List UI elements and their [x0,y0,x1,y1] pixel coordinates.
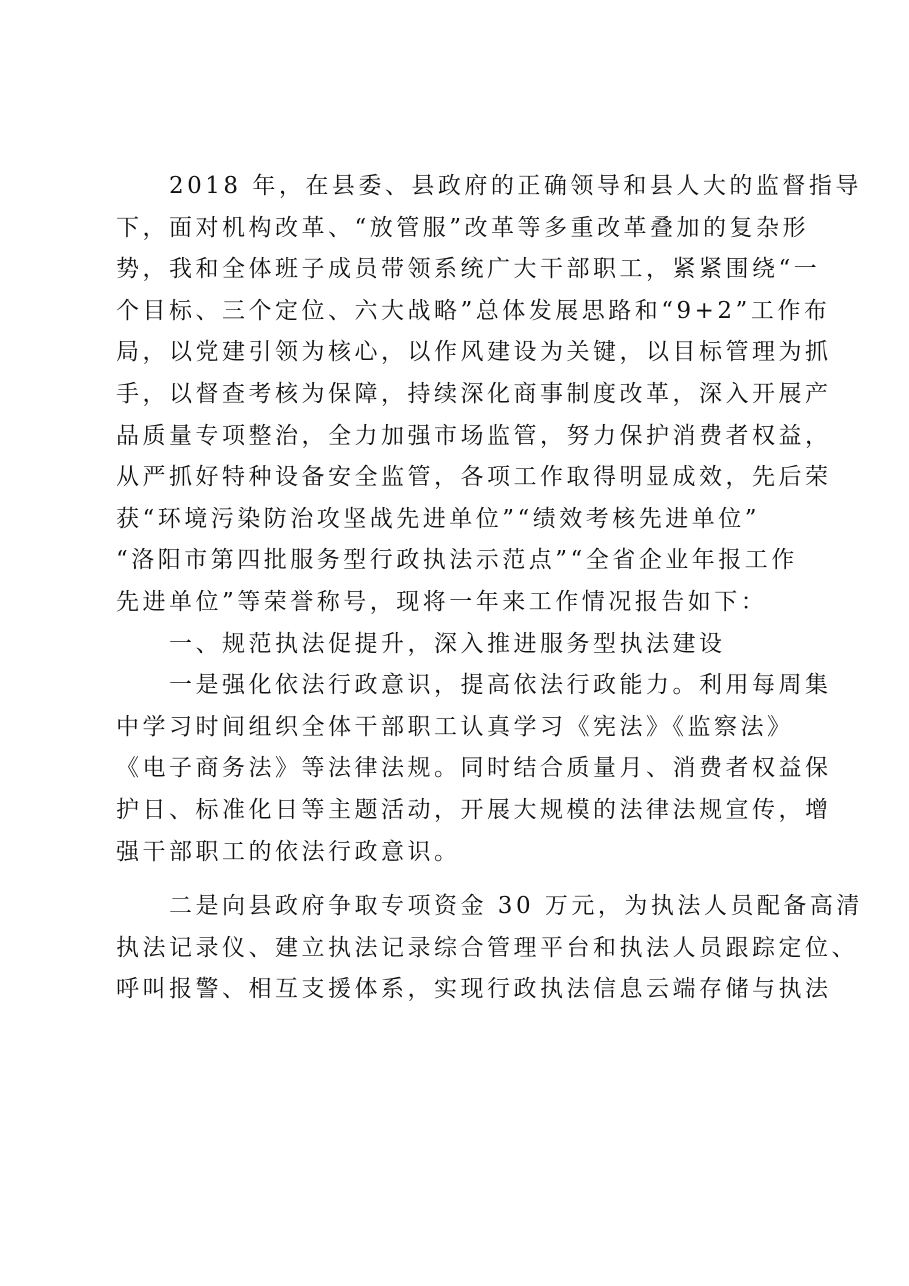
paragraph-intro [116,166,862,624]
text-line: 二是向县政府争取专项资金 30 万元，为执法人员配备高清 [116,893,863,920]
text-line: 局，以党建引领为核心，以作风建设为关键，以目标管理为抓 [116,339,832,366]
text-line: 执法记录仪、建立执法记录综合管理平台和执法人员跟踪定位、 [116,934,858,961]
text-line: 个目标、三个定位、六大战略”总体发展思路和“9+2”工作布 [116,297,831,324]
paragraph-1 [116,665,832,873]
text-line: 获“环境污染防治攻坚战先进单位”“绩效考核先进单位” [116,505,761,532]
text-line: 一是强化依法行政意识，提高依法行政能力。利用每周集 [116,672,832,699]
text-line: 《电子商务法》等法律法规。同时结合质量月、消费者权益保 [116,755,832,782]
text-line: 品质量专项整治，全力加强市场监管，努力保护消费者权益， [116,422,832,449]
text-line: 下，面对机构改革、“放管服”改革等多重改革叠加的复杂形 [116,214,810,241]
text-line: 先进单位”等荣誉称号，现将一年来工作情况报告如下： [116,588,768,615]
document-body [116,166,863,1011]
section-heading: 一、规范执法促提升，深入推进服务型执法建设 [116,630,726,657]
text-line: 势，我和全体班子成员带领系统广大干部职工，紧紧围绕“一 [116,256,821,283]
text-line: 从严抓好特种设备安全监管，各项工作取得明显成效，先后荣 [116,464,832,491]
text-line: 2018 年，在县委、县政府的正确领导和县人大的监督指导 [116,173,862,199]
paragraph-spacer [116,873,797,886]
text-line: “洛阳市第四批服务型行政执法示范点”“全省企业年报工作 [116,547,798,574]
text-line: 中学习时间组织全体干部职工认真学习《宪法》《监察法》 [116,713,794,740]
text-line: 强干部职工的依法行政意识。 [116,838,461,865]
paragraph-2 [116,886,863,1011]
text-line: 手，以督查考核为保障，持续深化商事制度改革，深入开展产 [116,380,832,407]
text-line: 护日、标准化日等主题活动，开展大规模的法律法规宣传，增 [116,796,832,823]
text-line: 呼叫报警、相互支援体系，实现行政执法信息云端存储与执法 [116,976,832,1003]
